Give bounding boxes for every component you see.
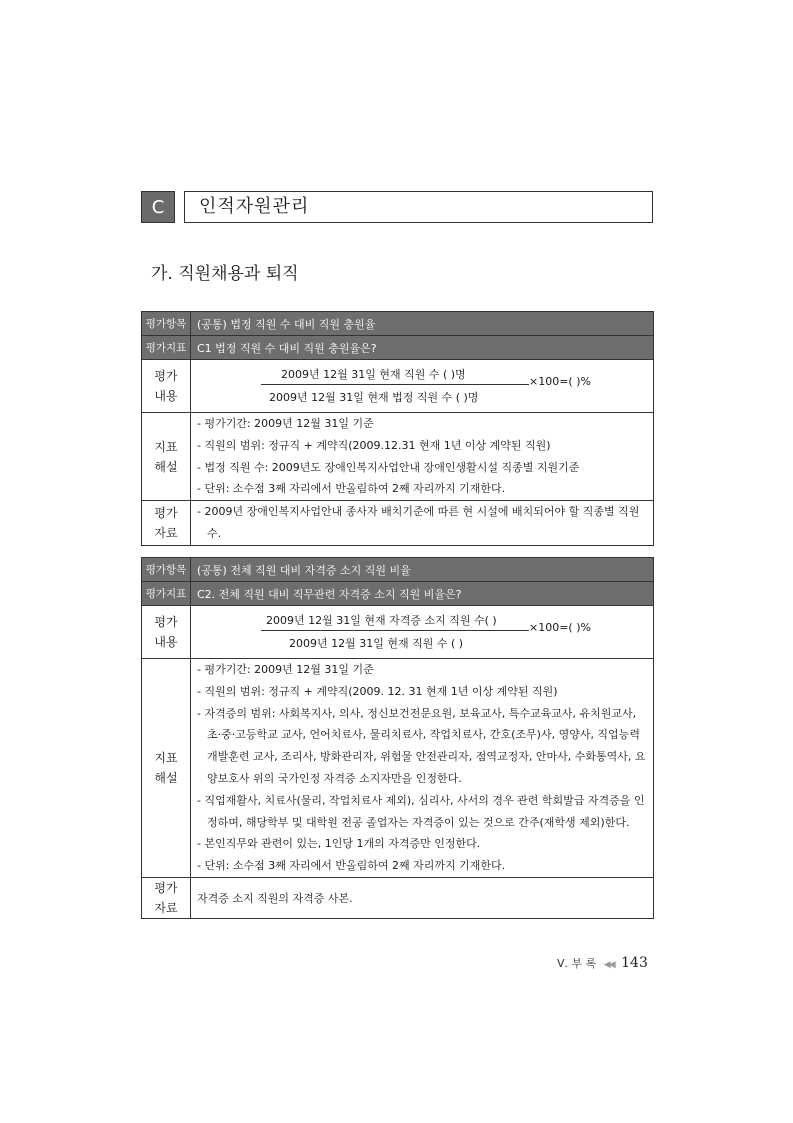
label-content-text: 평가 내용 xyxy=(154,615,178,649)
explanation-item: - 단위: 소수점 3째 자리에서 반올림하여 2째 자리까지 기재한다. xyxy=(197,855,647,877)
explanation-item: - 단위: 소수점 3째 자리에서 반올림하여 2째 자리까지 기재한다. xyxy=(197,478,647,500)
row-item xyxy=(142,312,654,336)
explanation-cell xyxy=(191,413,654,501)
material-cell xyxy=(191,877,654,918)
explanation-list xyxy=(197,413,647,500)
label-explanation xyxy=(142,413,191,501)
section-header xyxy=(141,191,653,223)
label-material xyxy=(142,877,191,918)
formula-denominator: 2009년 12월 31일 현재 직원 수 ( ) xyxy=(289,637,464,650)
item-text: (공통) 전체 직원 대비 자격증 소지 직원 비율 xyxy=(191,558,654,582)
row-material xyxy=(142,501,654,546)
indicator-text: C2. 전체 직원 대비 직무관련 자격증 소지 직원 비율은? xyxy=(191,582,654,606)
section-letter: C xyxy=(141,191,175,223)
explanation-item: - 직업재활사, 치료사(물리, 작업치료사 제외), 심리사, 사서의 경우 관련 학회발급 자격증을 인정하며, 해당학부 및 대학원 전공 졸업자는 자격증이 있는 것으로 간주(재학생 제외)한다. xyxy=(197,790,647,834)
formula-cell xyxy=(191,360,654,413)
row-indicator xyxy=(142,336,654,360)
explanation-cell xyxy=(191,659,654,878)
formula-fraction-bar xyxy=(261,384,529,385)
explanation-item: - 평가기간: 2009년 12월 31일 기준 xyxy=(197,413,647,435)
material-cell xyxy=(191,501,654,546)
row-explanation xyxy=(142,659,654,878)
label-indicator: 평가지표 xyxy=(142,582,191,606)
label-explanation-text: 지표 해설 xyxy=(154,750,178,785)
explanation-item: - 평가기간: 2009년 12월 31일 기준 xyxy=(197,659,647,681)
label-material-text: 평가 자료 xyxy=(154,880,178,915)
material-list xyxy=(197,501,647,545)
row-material xyxy=(142,877,654,918)
evaluation-table-c1 xyxy=(141,311,654,546)
label-content-text: 평가 내용 xyxy=(154,369,178,403)
explanation-item: - 직원의 범위: 정규직 + 계약직(2009. 12. 31 현재 1년 이상 계약된 직원) xyxy=(197,681,647,703)
formula xyxy=(191,606,653,658)
page-footer xyxy=(557,955,648,971)
explanation-list xyxy=(197,659,647,877)
label-item: 평가항목 xyxy=(142,558,191,582)
formula-multiplier: ×100=( )% xyxy=(529,375,591,388)
row-content xyxy=(142,606,654,659)
formula-numerator: 2009년 12월 31일 현재 자격증 소지 직원 수( ) xyxy=(266,614,497,627)
formula-cell xyxy=(191,606,654,659)
material-item: - 2009년 장애인복지사업안내 종사자 배치기준에 따른 현 시설에 배치되어야 할 직종별 직원 수. xyxy=(197,501,647,545)
row-indicator xyxy=(142,582,654,606)
sub-heading: 가. 직원채용과 퇴직 xyxy=(151,264,299,284)
formula-multiplier: ×100=( )% xyxy=(529,621,591,634)
label-material xyxy=(142,501,191,546)
footer-chapter: Ⅴ. 부 록 xyxy=(557,957,597,970)
row-explanation xyxy=(142,413,654,501)
formula-denominator: 2009년 12월 31일 현재 법정 직원 수 ( )명 xyxy=(269,391,479,404)
label-explanation-text: 지표 해설 xyxy=(154,439,178,474)
material-text: 자격증 소지 직원의 자격증 사본. xyxy=(197,891,353,905)
label-content xyxy=(142,606,191,659)
formula xyxy=(191,360,653,412)
formula-fraction-bar xyxy=(261,630,529,631)
page-number: 143 xyxy=(621,955,648,971)
explanation-item: - 법정 직원 수: 2009년도 장애인복지사업안내 장애인생활시설 직종별 지원기준 xyxy=(197,457,647,479)
item-text: (공통) 법정 직원 수 대비 직원 충원율 xyxy=(191,312,654,336)
explanation-item: - 본인직무와 관련이 있는, 1인당 1개의 자격증만 인정한다. xyxy=(197,833,647,855)
row-item xyxy=(142,558,654,582)
explanation-item: - 직원의 범위: 정규직 + 계약직(2009.12.31 현재 1년 이상 계약된 직원) xyxy=(197,435,647,457)
formula-numerator: 2009년 12월 31일 현재 직원 수 ( )명 xyxy=(281,368,466,381)
label-explanation xyxy=(142,659,191,878)
row-content xyxy=(142,360,654,413)
double-arrow-left-icon: ◀◀ xyxy=(603,960,614,970)
label-content xyxy=(142,360,191,413)
explanation-item: - 자격증의 범위: 사회복지사, 의사, 정신보건전문요원, 보육교사, 특수교육교사, 유치원교사, 초·중·고등학교 교사, 언어치료사, 물리치료사, 작업치료사, 간호(조무)사, 영양사, 직업능력개발훈련 교사, 조리사, 방화관리자, 위험물 안전관리자, 점역교정자, 안마사, 수화통역사, 요양보호사 위의 국가인정 자격증 소지자만을 인정한다. xyxy=(197,703,647,790)
label-indicator: 평가지표 xyxy=(142,336,191,360)
label-item: 평가항목 xyxy=(142,312,191,336)
label-material-text: 평가 자료 xyxy=(154,505,178,540)
section-title: 인적자원관리 xyxy=(184,191,653,223)
evaluation-table-c2 xyxy=(141,557,654,919)
indicator-text: C1 법정 직원 수 대비 직원 충원율은? xyxy=(191,336,654,360)
